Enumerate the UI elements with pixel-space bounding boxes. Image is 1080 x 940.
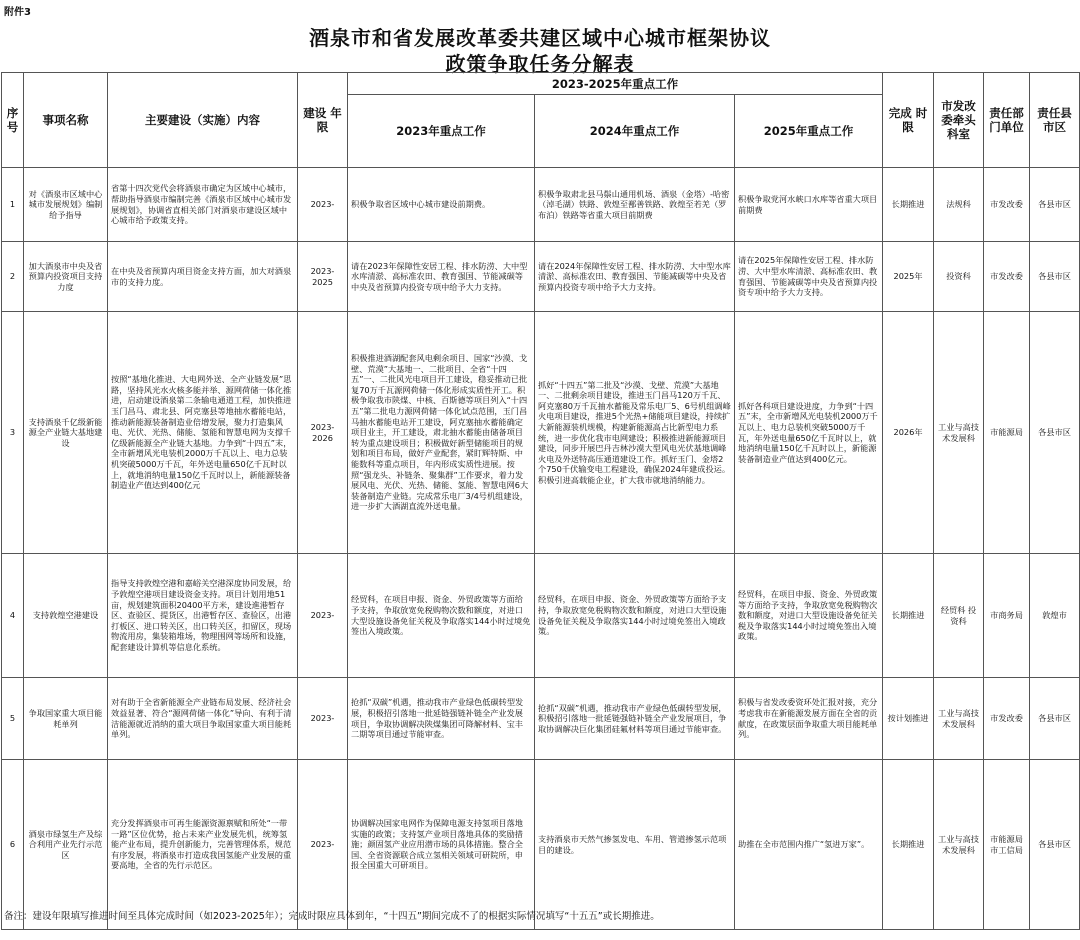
- row-2023: 积极推进酒湖配套风电剩余项目、国家“沙漠、戈壁、荒漠”大基地一、二批项目、全省“十四五”一、二批风光电项目开工建设，稳妥推动已批复70万千瓦源网荷储一体化形成实质性开工。积极争取我市陕煤、中核、百斯德等项目列入“十四五”第二批电力源网荷储一体化试点范围，玉门昌马抽水蓄能电站开工建设，阿克塞抽水蓄能确定项目业主，开工建设，肃北抽水蓄能由储备项目转为重点建设项目；积极做好新型储能项目的规划和项目布局，做好产业配套，紧盯辉特斯、中能数科等重点项目，年内形成实质性进展。按照“强龙头、补链条、聚集群”工作要求，着力发展风电、光伏、光热、储能、氢能、智慧电网6大装备制造产业链。完成常乐电厂3/4号机组建设，进一步扩大酒湖直流外送电量。: [348, 312, 535, 554]
- header-content: 主要建设（实施）内容: [108, 73, 298, 168]
- row-county: 各县市区: [1030, 678, 1080, 760]
- row-period: 2023-: [298, 554, 348, 678]
- row-period: 2023-2026: [298, 312, 348, 554]
- header-no: 序号: [2, 73, 24, 168]
- row-2025: 抓好各科项目建设进度，力争到“十四五”末，全市新增风光电装机2000万千瓦以上、电力总装机突破5000万千瓦，年外送电量650亿千瓦时以上，就地消纳电量150亿千瓦时以上，新能源装备制造业产值达到400亿元。: [735, 312, 883, 554]
- row-county: 各县市区: [1030, 242, 1080, 312]
- row-deadline: 长期推进: [883, 760, 934, 930]
- attachment-label: 附件3: [4, 7, 31, 18]
- row-2023: 经贸科，在项目申报、资金、外贸政策等方面给予支持，争取放宽免税购物次数和额度，对进口大型设施设备免征关税及争取落实144小时过境免签出入境政策。: [348, 554, 535, 678]
- row-lead-office: 工业与高技术发展科: [934, 312, 984, 554]
- row-no: 6: [2, 760, 24, 930]
- header-period: 建设 年限: [298, 73, 348, 168]
- row-2023: 积极争取省区域中心城市建设前期费。: [348, 168, 535, 242]
- header-item: 事项名称: [24, 73, 108, 168]
- row-county: 各县市区: [1030, 168, 1080, 242]
- row-county: 敦煌市: [1030, 554, 1080, 678]
- document-subtitle: 政策争取任务分解表: [445, 52, 635, 76]
- table-row: [2, 242, 1080, 312]
- table-row: [2, 312, 1080, 554]
- row-lead-office: 工业与高技术发展科: [934, 760, 984, 930]
- row-deadline: 按计划推进: [883, 678, 934, 760]
- table-row: [2, 760, 1080, 930]
- row-content: 在中央及省预算内项目资金支持方面，加大对酒泉市的支持力度。: [108, 242, 298, 312]
- row-no: 1: [2, 168, 24, 242]
- row-content: 对有助于全省新能源全产业链布局发展、经济社会效益显著、符合“源网荷储一体化”导向、有利于清洁能源就近消纳的重大项目争取国家重大项目能耗单列。: [108, 678, 298, 760]
- row-content: 充分发挥酒泉市可再生能源资源禀赋和所处“一带一路”区位优势，抢占未来产业发展先机，统筹氢能产业布局，提升创新能力，完善管理体系，规范有序发展，将酒泉市打造成我国氢能产业发展的重要高地，全省的先行示范区。: [108, 760, 298, 930]
- row-dept: 市能源局: [984, 312, 1030, 554]
- row-period: 2023-2025: [298, 242, 348, 312]
- row-dept: 市商务局: [984, 554, 1030, 678]
- row-deadline: 长期推进: [883, 168, 934, 242]
- row-2024: 支持酒泉市天然气掺氢发电、车用、管道掺氢示范项目的建设。: [535, 760, 735, 930]
- row-2023: 请在2023年保障性安居工程、排水防涝、大中型水库清淤、高标准农田、教育强国、节能减碳等中央及省预算内投资专项中给予大力支持。: [348, 242, 535, 312]
- row-lead-office: 投资科: [934, 242, 984, 312]
- row-2024: 抓好“十四五”第二批及“沙漠、戈壁、荒漠”大基地一、二批剩余项目建设，推进玉门昌马120万千瓦、阿克塞80万千瓦抽水蓄能及常乐电厂5、6号机组调峰火电项目建设，推进5个光热+储能项目建设，持续扩大新能源装机规模，构建新能源高占比新型电力系统，进一步优化我市电网建设；积极推进新能源项目建设，同步开展巴丹吉林沙漠大型风电光伏基地调峰火电及外送特高压通道建设工作。抓好玉门、金塔2个750千伏输变电工程建设，确保2024年建成投运。积极引进高载能企业，扩大我市就地消纳能力。: [535, 312, 735, 554]
- row-no: 2: [2, 242, 24, 312]
- header-key-work-group: 2023-2025年重点工作: [348, 73, 883, 95]
- table-row: [2, 168, 1080, 242]
- row-dept: 市发改委: [984, 242, 1030, 312]
- header-lead-office: 市发改委牵头科室: [934, 73, 984, 168]
- document-title: 酒泉市和省发展改革委共建区域中心城市框架协议: [309, 26, 771, 50]
- footnote: 备注：建设年限填写推进时间至具体完成时间（如2023-2025年）；完成时限应具体到年，“十四五”期间完成不了的根据实际情况填写“十五五”或长期推进。: [4, 911, 660, 922]
- row-2025: 积极争取党河水峡口水库等省重大项目前期费: [735, 168, 883, 242]
- row-no: 5: [2, 678, 24, 760]
- header-2025: 2025年重点工作: [735, 95, 883, 168]
- row-item: 支持酒泉千亿级新能源全产业链大基地建设: [24, 312, 108, 554]
- header-2024: 2024年重点工作: [535, 95, 735, 168]
- row-content: 按照“基地化推进、大电网外送、全产业链发展”思路，坚持风光水火核多能并举、源网荷储一体化推进，启动建设酒泉第二条输电通道工程，加快推进玉门昌马、肃北县、阿克塞县等地抽水蓄能电站，推动新能源装备制造业倍增发展，聚力打造集风电、光伏、光热、储能、氢能和智慧电网为支撑千亿级新能源全产业链大基地。力争到“十四五”末，全市新增风光电装机2000万千瓦以上、电力总装机突破5000万千瓦，年外送电量650亿千瓦时以上，就地消纳电量150亿千瓦时以上，新能源装备制造业产值达到400亿元: [108, 312, 298, 554]
- row-2025: 请在2025年保障性安居工程、排水防涝、大中型水库清淤、高标准农田、教育强国、节能减碳等中央及省预算内投资专项中给予大力支持。: [735, 242, 883, 312]
- row-item: 酒泉市绿氢生产及综合利用产业先行示范区: [24, 760, 108, 930]
- row-deadline: 长期推进: [883, 554, 934, 678]
- row-2024: 抢抓“双碳”机遇，推动我市产业绿色低碳转型发展，积极招引落地一批延链强链补链全产业发展项目，争取协调解决巨化集团硅氟材料等项目通过节能审查。: [535, 678, 735, 760]
- row-deadline: 2026年: [883, 312, 934, 554]
- row-2023: 协调解决国家电网作为保障电源支持氢项目落地实施的政策；支持氢产业项目落地具体的奖励措施；颜固氢产业应用潜市场的具体措施。整合全国、全省资源联合成立氢相关领域可研院所，申报全国重大可研项目。: [348, 760, 535, 930]
- table-row: [2, 554, 1080, 678]
- row-dept: 市发改委: [984, 168, 1030, 242]
- header-county: 责任县市区: [1030, 73, 1080, 168]
- row-content: 指导支持敦煌空港和嘉峪关空港深度协同发展，给予敦煌空港项目建设资金支持。项目计划用地51亩，规划建筑面积20400平方米，建设進港暂存区、查验区、提货区，出港暂存区、查验区，出港打板区、进口转关区，出口转关区，扣留区，现场物流用房，集装箱堆场，物理围网等场所和设施，配套建设计算机等信息化系统。: [108, 554, 298, 678]
- row-no: 4: [2, 554, 24, 678]
- header-2023: 2023年重点工作: [348, 95, 535, 168]
- row-period: 2023-: [298, 168, 348, 242]
- row-2023: 抢抓“双碳”机遇，推动我市产业绿色低碳转型发展，积极招引落地一批延链强链补链全产业发展项目，争取协调解决陕煤集团可降解材料、宝丰二期等项目通过节能审查。: [348, 678, 535, 760]
- row-2024: 经贸科，在项目申报、资金、外贸政策等方面给予支持，争取放宽免税购物次数和额度，对进口大型设施设备免征关税及争取落实144小时过境免签出入境政策。: [535, 554, 735, 678]
- row-period: 2023-: [298, 678, 348, 760]
- header-dept: 责任部门单位: [984, 73, 1030, 168]
- row-item: 加大酒泉市中央及省预算内投资项目支持力度: [24, 242, 108, 312]
- row-deadline: 2025年: [883, 242, 934, 312]
- row-content: 省第十四次党代会将酒泉市确定为区域中心城市，帮助指导酒泉市编制完善《酒泉市区域中心城市发展规划》，协调省直相关部门对酒泉市建设区域中心城市给予政策支持。: [108, 168, 298, 242]
- row-2024: 积极争取肃北县马鬃山通用机场、酒泉（金塔）-哈密（淖毛湖）铁路、敦煌至鄯善铁路、敦煌至若羌（罗布泊）铁路等省重大项目前期费: [535, 168, 735, 242]
- row-lead-office: 工业与高技术发展科: [934, 678, 984, 760]
- row-2025: 经贸科，在项目申报、资金、外贸政策等方面给予支持，争取放宽免税购物次数和额度，对进口大型设施设备免征关税及争取落实144小时过境免签出入境政策。: [735, 554, 883, 678]
- row-2025: 助推在全市范围内推广“氢进万家”。: [735, 760, 883, 930]
- table-row: [2, 678, 1080, 760]
- row-item: 支持敦煌空港建设: [24, 554, 108, 678]
- row-lead-office: 法规科: [934, 168, 984, 242]
- row-county: 各县市区: [1030, 312, 1080, 554]
- row-period: 2023-: [298, 760, 348, 930]
- row-2024: 请在2024年保障性安居工程、排水防涝、大中型水库清淤、高标准农田、教育强国、节能减碳等中央及省预算内投资专项中给予大力支持。: [535, 242, 735, 312]
- header-deadline: 完成 时限: [883, 73, 934, 168]
- row-2025: 积极与省发改委资环处汇报对接，充分考虑我市在新能源发展方面在全省的贡献度，在政策层面争取重大项目能耗单列。: [735, 678, 883, 760]
- row-dept: 市能源局 市工信局: [984, 760, 1030, 930]
- row-item: 对《酒泉市区域中心城市发展规划》编制给予指导: [24, 168, 108, 242]
- row-county: 各县市区: [1030, 760, 1080, 930]
- row-dept: 市发改委: [984, 678, 1030, 760]
- row-no: 3: [2, 312, 24, 554]
- row-item: 争取国家重大项目能耗单列: [24, 678, 108, 760]
- task-table: [1, 72, 1080, 930]
- row-lead-office: 经贸科 投资科: [934, 554, 984, 678]
